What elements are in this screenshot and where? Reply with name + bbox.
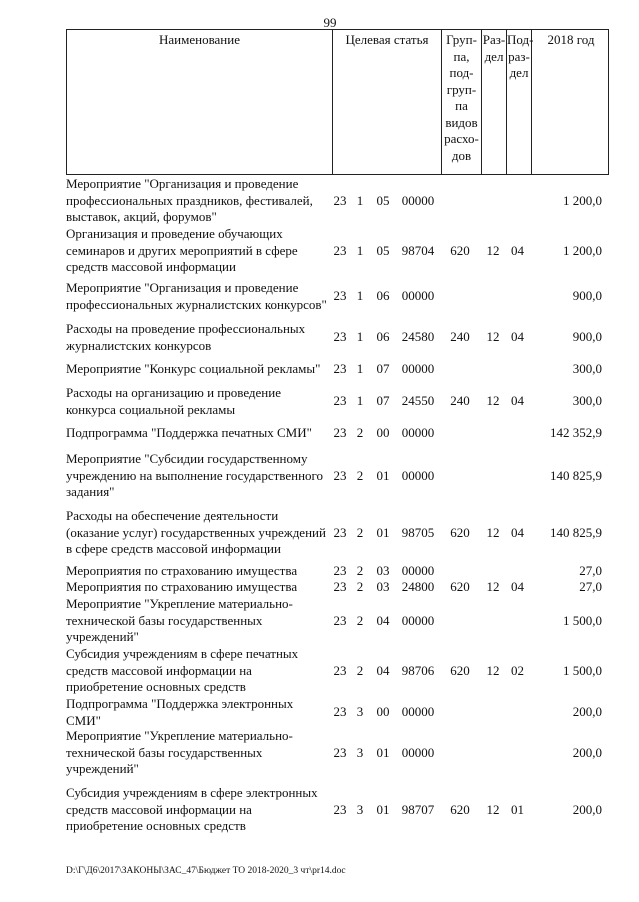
row-name-line: учреждений" [66,761,139,776]
row-name-line: Мероприятие "Субсидии государственному [66,451,308,466]
row-name-line: Расходы на обеспечение деятельности [66,508,279,523]
row-name-line: приобретение основных средств [66,818,246,833]
row-amount: 200,0 [572,744,602,760]
table-row [0,385,639,418]
table-row [0,508,639,558]
row-amount: 1 200,0 [563,242,602,258]
row-prz: 04 [511,242,524,258]
row-t4: 24550 [401,393,435,409]
row-name-line: технической базы государственных [66,744,263,760]
row-t1: 23 [333,563,347,578]
table-row [0,563,639,580]
row-amount: 1 500,0 [563,662,602,678]
row-name [66,646,328,696]
row-t3: 01 [376,801,390,817]
row-name-line: средств массовой информации на [66,662,252,678]
row-amount: 27,0 [579,579,602,594]
row-amount: 200,0 [572,801,602,817]
row-t4: 00000 [401,563,435,578]
row-t1: 23 [333,579,347,594]
table-row [0,579,639,596]
row-name-line: учреждений" [66,629,139,644]
row-prz: 04 [511,524,524,540]
row-name [66,361,328,378]
row-prz: 04 [511,579,524,594]
row-t3: 01 [376,467,390,483]
row-name [66,226,328,276]
row-t3: 04 [376,612,390,628]
row-name-line: Мероприятия по страхованию имущества [66,563,298,578]
page-number: 99 [323,15,337,30]
row-t4: 00000 [401,612,435,628]
row-name-line: средств массовой информации на [66,801,252,817]
row-amount: 300,0 [572,393,602,409]
row-name [66,176,328,226]
row-t1: 23 [333,612,347,628]
row-name [66,385,328,418]
row-name-line: учреждению на выполнение государственного [66,467,324,483]
row-prz: 01 [511,801,524,817]
row-amount: 900,0 [572,329,602,345]
row-t3: 07 [376,393,390,409]
table-row [0,451,639,501]
row-name [66,280,328,313]
row-grp: 620 [450,662,470,678]
row-t2: 1 [356,288,364,304]
header-group-line: под- [449,65,474,80]
row-t2: 1 [356,329,364,345]
row-name-line: Расходы на организацию и проведение [66,385,281,400]
row-t3: 03 [376,563,390,578]
row-name-line: Организация и проведение обучающих [66,226,283,241]
row-grp: 620 [450,801,470,817]
row-name [66,451,328,501]
row-t2: 1 [356,361,364,376]
row-t2: 2 [356,563,364,578]
row-name-line: технической базы государственных [66,612,263,628]
row-name [66,563,328,580]
row-grp: 620 [450,242,470,258]
row-t1: 23 [333,801,347,817]
row-name-line: (оказание услуг) государственных учреждений [66,524,326,540]
row-t3: 06 [376,329,390,345]
row-name-line: Субсидия учреждениям в сфере электронных [66,785,318,800]
row-t2: 2 [356,467,364,483]
row-name [66,596,328,646]
table-row [0,696,639,729]
row-name-line: Мероприятие "Укрепление материально- [66,728,293,743]
row-t1: 23 [333,192,347,208]
row-t4: 00000 [401,425,435,440]
row-rz: 12 [486,579,500,594]
row-t4: 00000 [401,361,435,376]
header-year-label: 2018 год [547,32,595,47]
row-t2: 1 [356,192,364,208]
row-t2: 2 [356,662,364,678]
row-name-line: в сфере средств массовой информации [66,541,281,556]
table-row [0,321,639,354]
row-t3: 05 [376,192,390,208]
row-name [66,728,328,778]
row-t3: 01 [376,744,390,760]
header-group-line: па, [453,48,470,64]
row-t1: 23 [333,467,347,483]
row-t4: 00000 [401,467,435,483]
row-name-line: Подпрограмма "Поддержка печатных СМИ" [66,425,312,440]
row-grp: 240 [450,329,470,345]
row-name-line: конкурса социальной рекламы [66,401,236,417]
table-row [0,785,639,835]
row-amount: 900,0 [572,288,602,304]
header-podrazdel-line: дел [509,65,529,80]
row-t4: 00000 [401,192,435,208]
row-t2: 3 [356,801,364,817]
row-rz: 12 [486,801,500,817]
row-t3: 06 [376,288,390,304]
row-name [66,696,328,729]
header-razdel-line: Раз- [482,32,506,47]
header-razdel-line: дел [484,48,504,64]
row-t1: 23 [333,744,347,760]
header-year [531,30,610,174]
row-t1: 23 [333,288,347,304]
row-grp: 240 [450,393,470,409]
header-group-line: груп- [446,81,477,97]
row-t1: 23 [333,329,347,345]
header-razdel [481,30,506,174]
header-podrazdel-line: раз- [508,48,530,64]
row-t1: 23 [333,361,347,376]
row-t3: 04 [376,662,390,678]
row-t4: 98707 [401,801,435,817]
table-row [0,280,639,313]
row-amount: 300,0 [572,361,602,376]
row-name [66,321,328,354]
row-t3: 00 [376,425,390,440]
row-t4: 00000 [401,288,435,304]
row-grp: 620 [450,524,470,540]
row-name-line: Мероприятие "Организация и проведение [66,280,299,295]
row-t3: 07 [376,361,390,376]
row-t1: 23 [333,242,347,258]
row-prz: 04 [511,329,524,345]
row-t4: 98705 [401,524,435,540]
row-t3: 01 [376,524,390,540]
header-podrazdel [506,30,534,174]
row-t4: 98706 [401,662,435,678]
row-t2: 2 [356,425,364,440]
row-name-line: Мероприятие "Укрепление материально- [66,596,293,611]
header-podrazdel-line: Под- [507,32,534,47]
table-row [0,361,639,378]
row-t2: 1 [356,393,364,409]
row-amount: 1 200,0 [563,192,602,208]
row-amount: 140 825,9 [550,467,602,483]
row-t4: 24800 [401,579,435,594]
row-t1: 23 [333,704,347,720]
header-group-line: расхо- [444,131,479,146]
row-prz: 04 [511,393,524,409]
table-row [0,226,639,276]
row-t1: 23 [333,524,347,540]
row-t2: 2 [356,612,364,628]
row-t2: 3 [356,704,364,720]
row-amount: 142 352,9 [550,425,602,440]
table-row [0,425,639,442]
row-name-line: семинаров и других мероприятий в сфере [66,242,298,258]
row-amount: 27,0 [579,563,602,578]
header-group-line: Груп- [446,32,477,47]
row-name-line: профессиональных праздников, фестивалей, [66,192,313,208]
row-name-line: задания" [66,484,115,499]
row-name-line: Мероприятия по страхованию имущества [66,579,298,594]
table-row [0,176,639,226]
row-t2: 2 [356,579,364,594]
row-amount: 1 500,0 [563,612,602,628]
row-t2: 1 [356,242,364,258]
row-name [66,508,328,558]
header-group-line: дов [451,147,472,163]
header-group-line: видов [445,114,478,130]
row-t2: 2 [356,524,364,540]
row-rz: 12 [486,393,500,409]
row-name-line: СМИ" [66,712,101,728]
row-name-line: Мероприятие "Конкурс социальной рекламы" [66,361,321,376]
row-name-line: Расходы на проведение профессиональных [66,321,306,336]
header-target [332,30,441,174]
table-header [66,29,609,175]
row-t3: 03 [376,579,390,594]
header-group-line: па [455,98,468,113]
row-name [66,425,328,442]
row-name-line: профессиональных журналистских конкурсов" [66,296,327,312]
row-t3: 00 [376,704,390,720]
row-rz: 12 [486,242,500,258]
header-name-label: Наименование [159,32,240,47]
row-t4: 24580 [401,329,435,345]
row-t4: 00000 [401,744,435,760]
row-t1: 23 [333,393,347,409]
row-name-line: выставок, акций, форумов" [66,209,217,224]
row-name-line: Подпрограмма "Поддержка электронных [66,696,294,711]
header-name [67,30,332,174]
row-rz: 12 [486,524,500,540]
row-rz: 12 [486,329,500,345]
table-row [0,596,639,646]
row-name [66,785,328,835]
row-t4: 98704 [401,242,435,258]
table-row [0,646,639,696]
row-name-line: приобретение основных средств [66,679,246,694]
row-name-line: Мероприятие "Организация и проведение [66,176,299,191]
row-grp: 620 [450,579,470,594]
row-name [66,579,328,596]
header-target-label: Целевая статья [345,32,429,47]
row-t2: 3 [356,744,364,760]
row-rz: 12 [486,662,500,678]
row-name-line: Субсидия учреждениям в сфере печатных [66,646,299,661]
row-t3: 05 [376,242,390,258]
row-prz: 02 [511,662,524,678]
table-row [0,728,639,778]
footer-file-path: D:\Г\Д6\2017\ЗАКОНЫ\ЗАС_47\Бюджет ТО 2018-2020_3 чт\pr14.doc [66,866,346,876]
row-name-line: средств массовой информации [66,259,236,274]
row-t4: 00000 [401,704,435,720]
row-amount: 140 825,9 [550,524,602,540]
row-t1: 23 [333,425,347,440]
header-group [441,30,481,174]
row-amount: 200,0 [572,704,602,720]
row-t1: 23 [333,662,347,678]
row-name-line: журналистских конкурсов [66,337,212,353]
